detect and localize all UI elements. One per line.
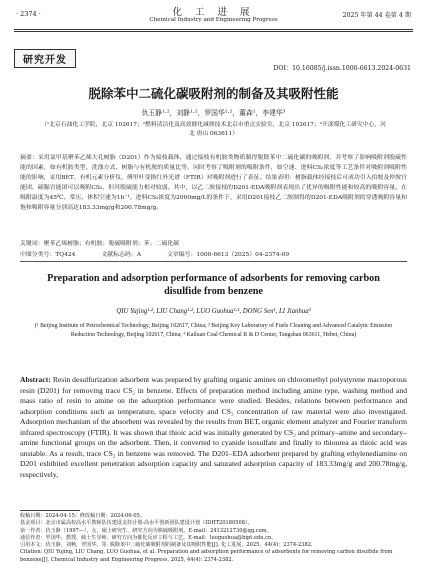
section-divider (20, 261, 407, 262)
footnote-line: Citation: QIU Yujing, LIU Chang, LUO Guohua, et al. Preparation and adsorption performance of adsorbents for removing carbon disulfide from benzene[J]. Chemical Industry and Engineering Progress, 2025, 44(4): 2374-2382. (20, 549, 393, 563)
issue-info: 2025 年第 44 卷第 4 期 (342, 12, 411, 19)
doc-code: 文献标志码：A (101, 252, 141, 258)
authors-en: QIU Yujing¹·², LIU Chang¹·², LUO Guohua¹·², DONG Sen¹, LI Jianhua³ (116, 308, 311, 315)
footnote-line: 收稿日期：2024-04-15；修改稿日期：2024-06-05。 (20, 513, 145, 519)
footnote-line: 引用本文：仇玉静，刘畅，罗国华，等. 脱除苯中二硫化碳吸附剂的制备及其吸附性能[J]. 化工进展，2025，44(4)：2374-2382. (20, 542, 313, 549)
header-rule-thin (14, 31, 413, 32)
journal-title-cn: 化 工 进 展 (172, 7, 255, 18)
article-title-cn: 脱除苯中二硫化碳吸附剂的制备及其吸附性能 (88, 86, 339, 101)
affiliations-cn: （¹北京石油化工学院，北京 102617；²燃料清洁化及高效催化减排技术北京市重点实验室，北京 102617；³开滦煤化工研究中心，河北 唐山 063611） (41, 122, 386, 137)
clc-number: 中图分类号：TQ424 (20, 252, 76, 258)
affiliations-en: (¹ Beijing Institute of Petrochemical Technology, Beijing 102617, China; ² Beijing Key Laboratory of Fuels Cleaning and Advanced Catalytic Emission Reduction Technology, Beijing 102617, China; ³ Kailuan Coal Chemical R & D Center, Tangshan 063611, Hebei, China) (34, 323, 393, 339)
abstract-cn: 摘要：采用氯甲基聚苯乙烯大孔树脂（D201）作为接枝载体，通过接枝有机胺类物质制得脱除苯中二硫化碳的吸附剂，并考察了影响吸附剂脱硫性能的因素，如有机胺类型、洗涤方式、树脂与有机胺的质量比等。同时考察了吸附剂的吸附条件，如空速、进料CS₂浓度等工艺条件对吸附剂吸附性能的影响，采用BET、有机元素分析仪、傅里叶变换红外光谱（FTIR）对吸附剂进行了表征。结果表明：树脂载体经接枝后可成功引入伯胺及仲胺官能团，硫脲官能团可以吸附CS₂，但其脱硫能力相对较弱。其中，以乙二胺接枝的D201-EDA吸附剂表现出了优异的吸附性能和较高的吸附容量。在吸附温度为45℃、常压、体积空速为1h⁻¹、进料CS₂浓度为2000mg/L的条件下，采用D201接枝乙二胺制得的D201-EDA吸附剂的穿透吸附容量和饱和吸附容量分别高达183.33mg/g和200.78mg/g。 (20, 155, 407, 211)
journal-title-en: Chemical Industry and Engineering Progress (149, 17, 278, 23)
footnote-line: 通信作者：罗国华，教授，硕士生导师，研究方向为催化反应工程与工艺。E-mail：luoguohua@bipt.edu.cn。 (20, 534, 277, 541)
abstract-en-text: Resin desulfurization adsorbent was prepared by grafting organic amines on chloromethyl polystyrene macroporous resin (D201) for removing trace CS₂ in benzene. Effects of preparation method including amine type, washing method and mass ratio of resin to amine on the adsorption performance were studied. Besides, relations between performance and adsorption conditions such as temperature, space velocity and CS₂ concentration of raw material were also investigated. Adsorption mechanism of the absorbent was revealed by the results from BET, organic element analyzer and Fourier transform infrared spectroscopy (FTIR). It was shown that thioic acid was initially generated by CS₂ and primary–amine and secondary–amine functional groups on the adsorbent. Then, it converted to cyanide isosulfate and finally to thiourea as thioic acid was unstable. As a result, trace CS₂ in benzene was removed. The D201–EDA adsorbent prepared by grafting ethylenediamine on D201 exhibited excellent penetration adsorption capacity and saturated adsorption capacity of 183.33mg/g and 200.78mg/g, respectively, (20, 375, 407, 479)
abstract-en (20, 375, 407, 480)
footnote-rule (20, 510, 80, 511)
page-number: · 2374 · (16, 10, 41, 18)
footnote-line: 基金项目：北京市属高校高水平教师队伍建设支持计划-高水平创新团队建设计划（IDHT20180508）。 (20, 520, 253, 527)
section-tag: 研究开发 (14, 49, 76, 68)
footnote-line: 第一作者：仇玉静（1997—），女，硕士研究生，研究方向为脱硫吸附剂。E-mail：2413212730@qq.com。 (20, 527, 272, 534)
header-rule (14, 29, 413, 30)
footnotes (20, 513, 407, 564)
article-number: 文章编号：1000-6613（2025）04-2374-09 (166, 252, 290, 258)
authors-cn: 仇玉静¹·²，刘静¹·²，罗国华¹·²，董森¹，李建华³ (141, 109, 286, 117)
classification-row (20, 249, 407, 258)
article-title-en: Preparation and adsorption performance of adsorbents for removing carbon disulfide from benzene (47, 273, 380, 297)
keywords-cn: 关键词：聚苯乙烯树脂；有机胺；脱硫吸附剂；苯；二硫化碳 (20, 241, 180, 247)
doi-link[interactable]: DOI：10.16085/j.issn.1000-6613.2024-0631 (273, 65, 411, 72)
abstract-en-label: Abstract: (20, 375, 51, 384)
